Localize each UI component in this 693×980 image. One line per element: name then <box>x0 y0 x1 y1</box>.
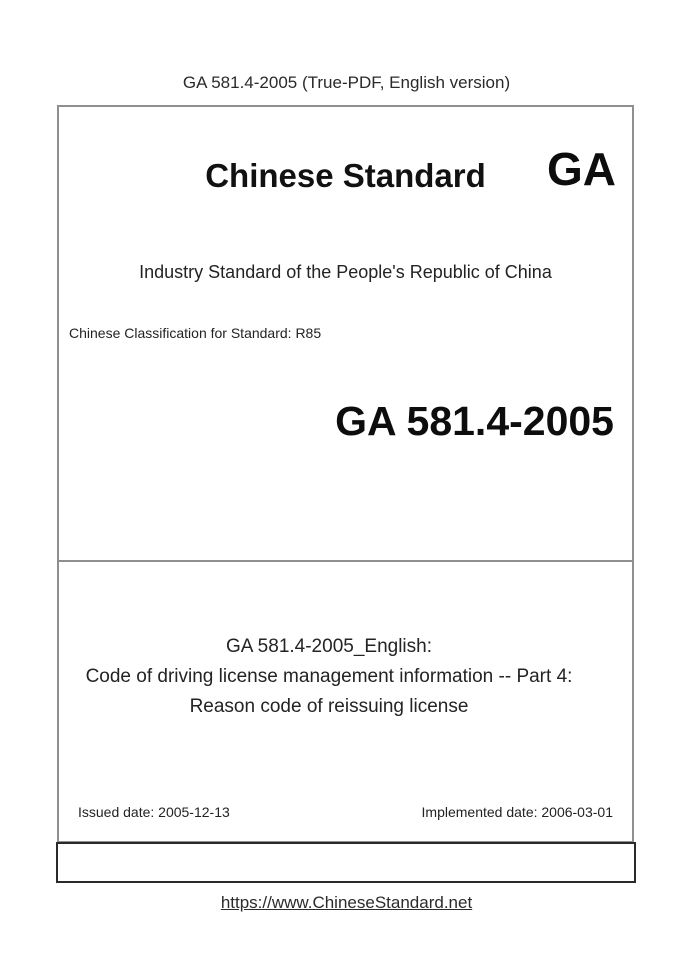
issued-date-label: Issued date: 2005-12-13 <box>78 804 230 820</box>
document-header-label: GA 581.4-2005 (True-PDF, English version) <box>182 73 511 92</box>
standard-title-line-1: GA 581.4-2005_English: <box>226 636 432 657</box>
standard-number: GA 581.4-2005 <box>335 398 614 444</box>
footer <box>0 893 693 913</box>
empty-note-box <box>56 842 636 883</box>
standard-subtitle: Industry Standard of the People's Republic of China <box>139 262 552 282</box>
dates-row <box>78 802 613 822</box>
cover-bottom-section <box>59 562 632 841</box>
implemented-date-label: Implemented date: 2006-03-01 <box>421 804 613 820</box>
brand-title: Chinese Standard <box>205 157 486 194</box>
cover-main-box <box>57 105 634 843</box>
classification-label: Chinese Classification for Standard: R85 <box>69 325 322 341</box>
standard-title-line-3: Reason code of reissuing license <box>189 696 469 717</box>
agency-logo: GA <box>547 143 616 195</box>
standard-title-line-2: Code of driving license management information -- Part 4: <box>85 666 573 687</box>
cover-top-section <box>59 107 632 562</box>
standard-title-block <box>59 632 632 722</box>
website-link[interactable]: https://www.ChineseStandard.net <box>220 893 473 912</box>
